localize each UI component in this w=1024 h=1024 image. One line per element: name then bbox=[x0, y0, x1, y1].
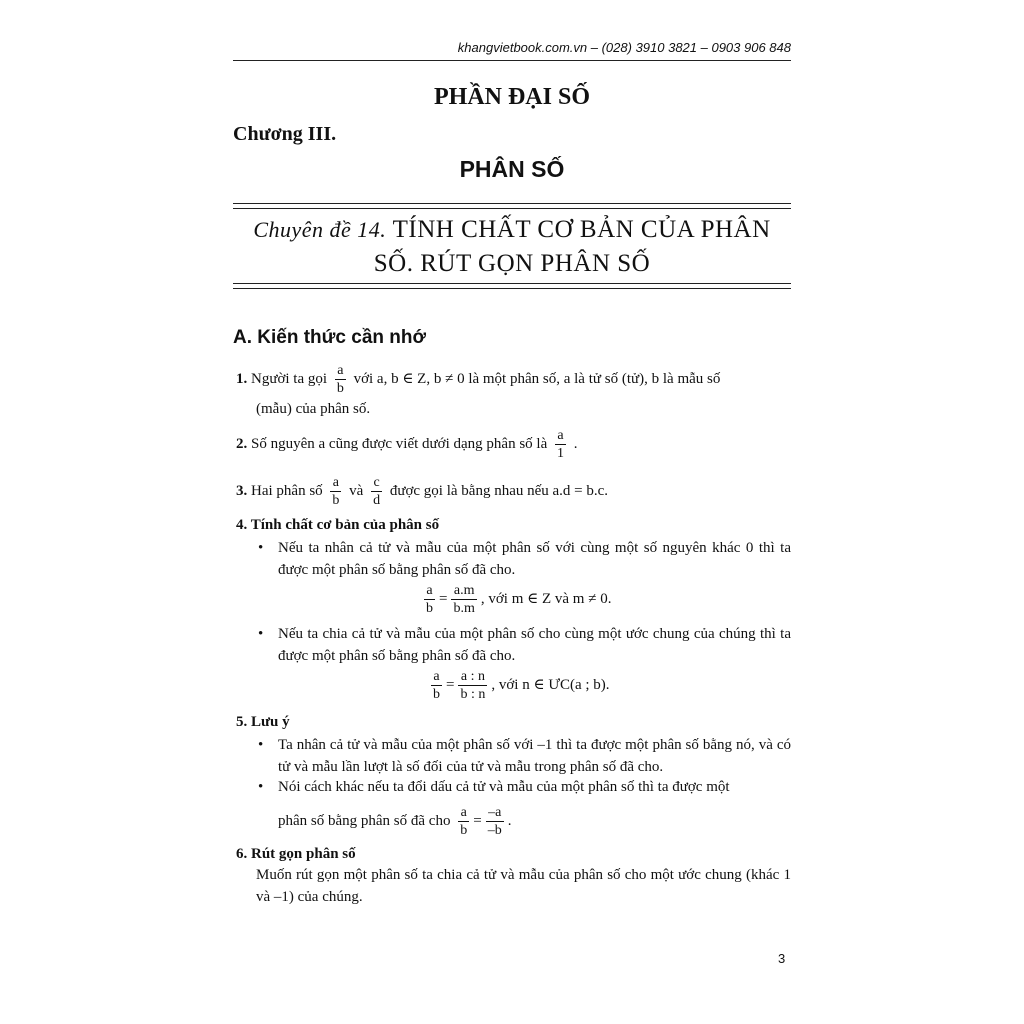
page-number: 3 bbox=[778, 951, 786, 966]
bullet-text: Nếu ta chia cả tử và mẫu của một phân số cho cùng một ước chung của chúng thì ta được một phân số bằng phân số đã cho. bbox=[278, 626, 791, 664]
item-4-title-text: 4. Tính chất cơ bản của phân số bbox=[236, 517, 440, 533]
frac-den: b.m bbox=[453, 601, 475, 616]
frac-num: a bbox=[330, 474, 341, 492]
item-1-post: với a, b ∈ Z, b ≠ 0 là một phân số, a là tử số (tử), b là mẫu số bbox=[353, 370, 721, 387]
item-3-post: được gọi là bằng nhau nếu a.d = b.c. bbox=[389, 482, 609, 499]
item-5-formula bbox=[278, 804, 511, 839]
item-3 bbox=[236, 474, 791, 509]
item-2-post: . bbox=[573, 435, 578, 452]
formula-lhs bbox=[431, 668, 442, 703]
frac-den: b bbox=[433, 687, 440, 702]
item-4-formula-2 bbox=[427, 668, 610, 703]
frac-den: b bbox=[460, 823, 468, 838]
bullet-icon: • bbox=[258, 779, 264, 795]
item-5-title bbox=[236, 711, 791, 733]
item-5-bullet-2 bbox=[258, 776, 791, 798]
item-4-formula-1 bbox=[420, 582, 611, 617]
frac-num: a bbox=[555, 427, 566, 445]
equals-sign: = bbox=[439, 590, 448, 607]
topic-line2: SỐ. RÚT GỌN PHÂN SỐ bbox=[373, 250, 651, 277]
bullet-icon: • bbox=[258, 540, 264, 556]
frac-num: a bbox=[335, 362, 346, 380]
item-5-title-text: 5. Lưu ý bbox=[236, 714, 290, 730]
item-6-title-text: 6. Rút gọn phân số bbox=[236, 846, 356, 862]
bullet-icon: • bbox=[258, 737, 264, 753]
formula-lhs bbox=[424, 582, 435, 617]
chapter-title: PHÂN SỐ bbox=[459, 156, 565, 182]
item-4-bullet-2 bbox=[258, 623, 791, 667]
item-6-title bbox=[236, 843, 791, 865]
frac-num: a.m bbox=[451, 582, 476, 600]
bullet-icon: • bbox=[258, 626, 264, 642]
bullet-text: Nói cách khác nếu ta đổi dấu cả tử và mẫu của một phân số thì ta được một bbox=[278, 779, 730, 795]
topic-bottom-rule bbox=[233, 283, 791, 289]
formula-lead: phân số bằng phân số đã cho bbox=[278, 812, 451, 829]
topic-prefix: Chuyên đề 14. bbox=[253, 217, 387, 242]
frac-num: a bbox=[424, 582, 435, 600]
formula-condition: , với n ∈ ƯC(a ; b). bbox=[491, 676, 610, 693]
item-1-fraction bbox=[335, 362, 346, 397]
topic-line1: TÍNH CHẤT CƠ BẢN CỦA PHÂN bbox=[392, 216, 771, 243]
item-2-number: 2. bbox=[236, 435, 248, 452]
item-1 bbox=[236, 362, 791, 397]
frac-num: a : n bbox=[458, 668, 487, 686]
frac-num: a bbox=[431, 668, 442, 686]
topic-title bbox=[233, 213, 791, 281]
formula-rhs bbox=[458, 668, 487, 703]
item-2-pre: Số nguyên a cũng được viết dưới dạng phân số là bbox=[251, 435, 548, 452]
item-5-bullet-1 bbox=[258, 734, 791, 778]
section-a-title: A. Kiến thức cần nhớ bbox=[233, 327, 427, 348]
item-1-line2: (mẫu) của phân số. bbox=[256, 401, 371, 417]
item-3-number: 3. bbox=[236, 482, 248, 499]
frac-den: b : n bbox=[460, 687, 486, 702]
formula-lhs bbox=[458, 804, 469, 839]
item-6-text: Muốn rút gọn một phân số ta chia cả tử và mẫu của phân số cho một ước chung (khác 1 và –1) của chúng. bbox=[256, 867, 791, 905]
item-3-pre: Hai phân số bbox=[251, 482, 323, 499]
frac-den: –b bbox=[487, 823, 502, 838]
item-2-fraction bbox=[555, 427, 566, 462]
topic-top-rule bbox=[233, 203, 791, 209]
item-1-pre: Người ta gọi bbox=[251, 370, 328, 387]
topic-box bbox=[233, 203, 791, 287]
frac-num: c bbox=[371, 474, 382, 492]
item-1-number: 1. bbox=[236, 370, 248, 387]
frac-num: a bbox=[458, 804, 469, 822]
frac-num: –a bbox=[486, 804, 504, 822]
equals-sign: = bbox=[446, 676, 455, 693]
formula-rhs bbox=[486, 804, 504, 839]
formula-rhs bbox=[451, 582, 476, 617]
bullet-text: Ta nhân cả tử và mẫu của một phân số với –1 thì ta được một phân số bằng nó, và có tử và mẫu lần lượt là số đối của tử và mẫu trong phân số đã cho. bbox=[278, 737, 791, 775]
chapter-label: Chương III. bbox=[233, 123, 337, 145]
equals-sign: = bbox=[473, 812, 482, 829]
page-header: khangvietbook.com.vn – (028) 3910 3821 – 0903 906 848 bbox=[457, 40, 791, 55]
bullet-text: Nếu ta nhân cả tử và mẫu của một phân số với cùng một số nguyên khác 0 thì ta được một phân số bằng phân số đã cho. bbox=[278, 540, 791, 578]
item-4-bullet-1 bbox=[258, 537, 791, 581]
frac-den: 1 bbox=[557, 446, 564, 461]
part-title: PHẦN ĐẠI SỐ bbox=[433, 84, 590, 110]
item-3-mid: và bbox=[349, 482, 364, 499]
frac-den: b bbox=[426, 601, 433, 616]
item-2 bbox=[236, 427, 791, 462]
header-rule bbox=[233, 60, 791, 61]
frac-den: b bbox=[332, 493, 340, 508]
formula-condition: , với m ∈ Z và m ≠ 0. bbox=[480, 590, 612, 607]
item-3-fraction-1 bbox=[330, 474, 341, 509]
item-3-fraction-2 bbox=[371, 474, 382, 509]
frac-den: b bbox=[336, 381, 344, 396]
formula-end: . bbox=[507, 812, 512, 829]
item-4-title bbox=[236, 514, 791, 536]
frac-den: d bbox=[373, 493, 381, 508]
